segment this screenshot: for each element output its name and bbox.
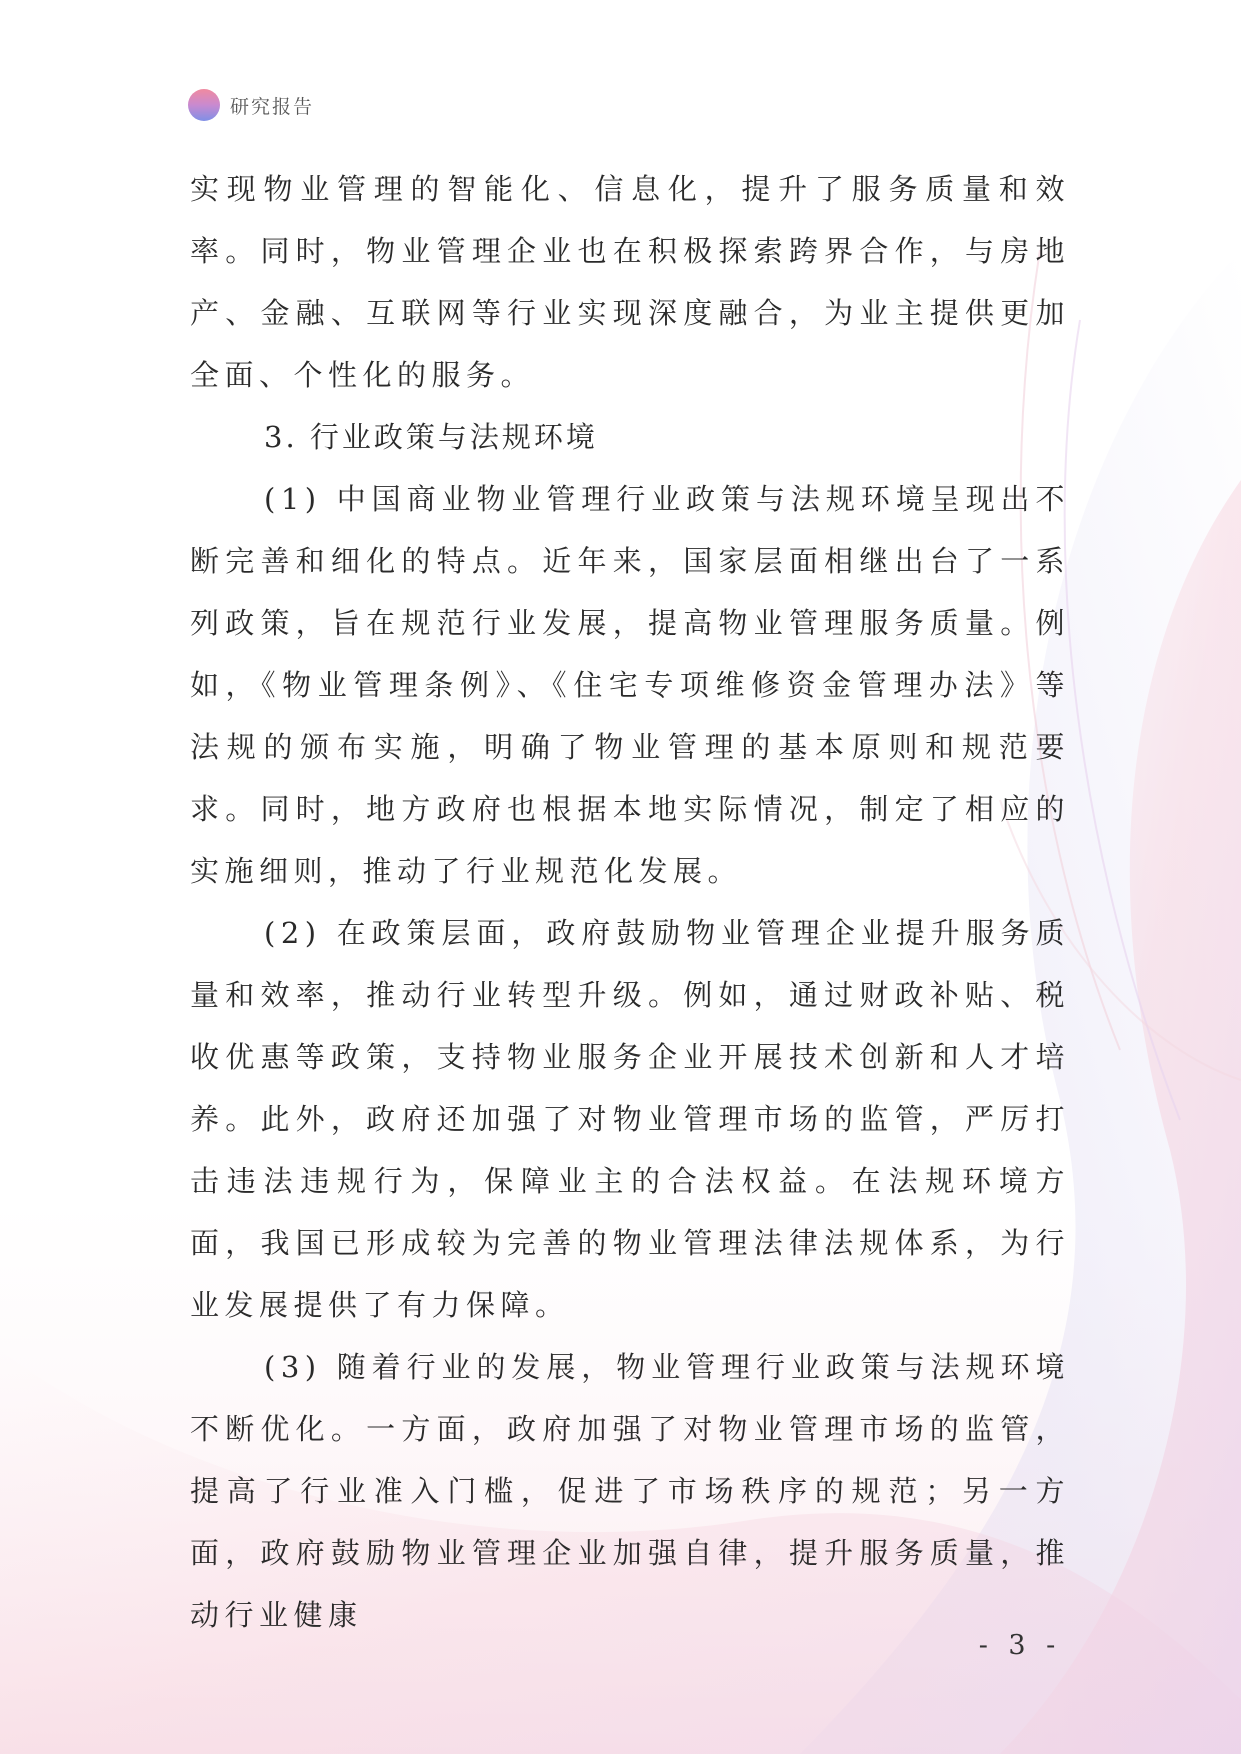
page-header [188, 89, 314, 121]
paragraph: (2) 在政策层面，政府鼓励物业管理企业提升服务质量和效率，推动行业转型升级。例如，通过财政补贴、税收优惠等政策，支持物业服务企业开展技术创新和人才培养。此外，政府还加强了对物业管理市场的监管，严厉打击违法违规行为，保障业主的合法权益。在法规环境方面，我国已形成较为完善的物业管理法律法规体系，为行业发展提供了有力保障。 [190, 916, 1070, 1322]
paragraph: (3) 随着行业的发展，物业管理行业政策与法规环境不断优化。一方面，政府加强了对物业管理市场的监管，提高了行业准入门槛，促进了市场秩序的规范；另一方面，政府鼓励物业管理企业加强自律，提升服务质量，推动行业健康 [190, 1350, 1070, 1632]
section-heading: 3. 行业政策与法规环境 [264, 420, 598, 454]
document-body [190, 158, 1070, 1646]
header-label: 研究报告 [230, 95, 315, 118]
paragraph: (1) 中国商业物业管理行业政策与法规环境呈现出不断完善和细化的特点。近年来，国家层面相继出台了一系列政策，旨在规范行业发展，提高物业管理服务质量。例如，《物业管理条例》、《住宅专项维修资金管理办法》等法规的颁布实施，明确了物业管理的基本原则和规范要求。同时，地方政府也根据本地实际情况，制定了相应的实施细则，推动了行业规范化发展。 [190, 482, 1070, 888]
paragraph: 实现物业管理的智能化、信息化，提升了服务质量和效率。同时，物业管理企业也在积极探索跨界合作，与房地产、金融、互联网等行业实现深度融合，为业主提供更加全面、个性化的服务。 [190, 172, 1070, 392]
logo-icon [188, 89, 220, 121]
page-number: - 3 - [978, 1630, 1062, 1661]
